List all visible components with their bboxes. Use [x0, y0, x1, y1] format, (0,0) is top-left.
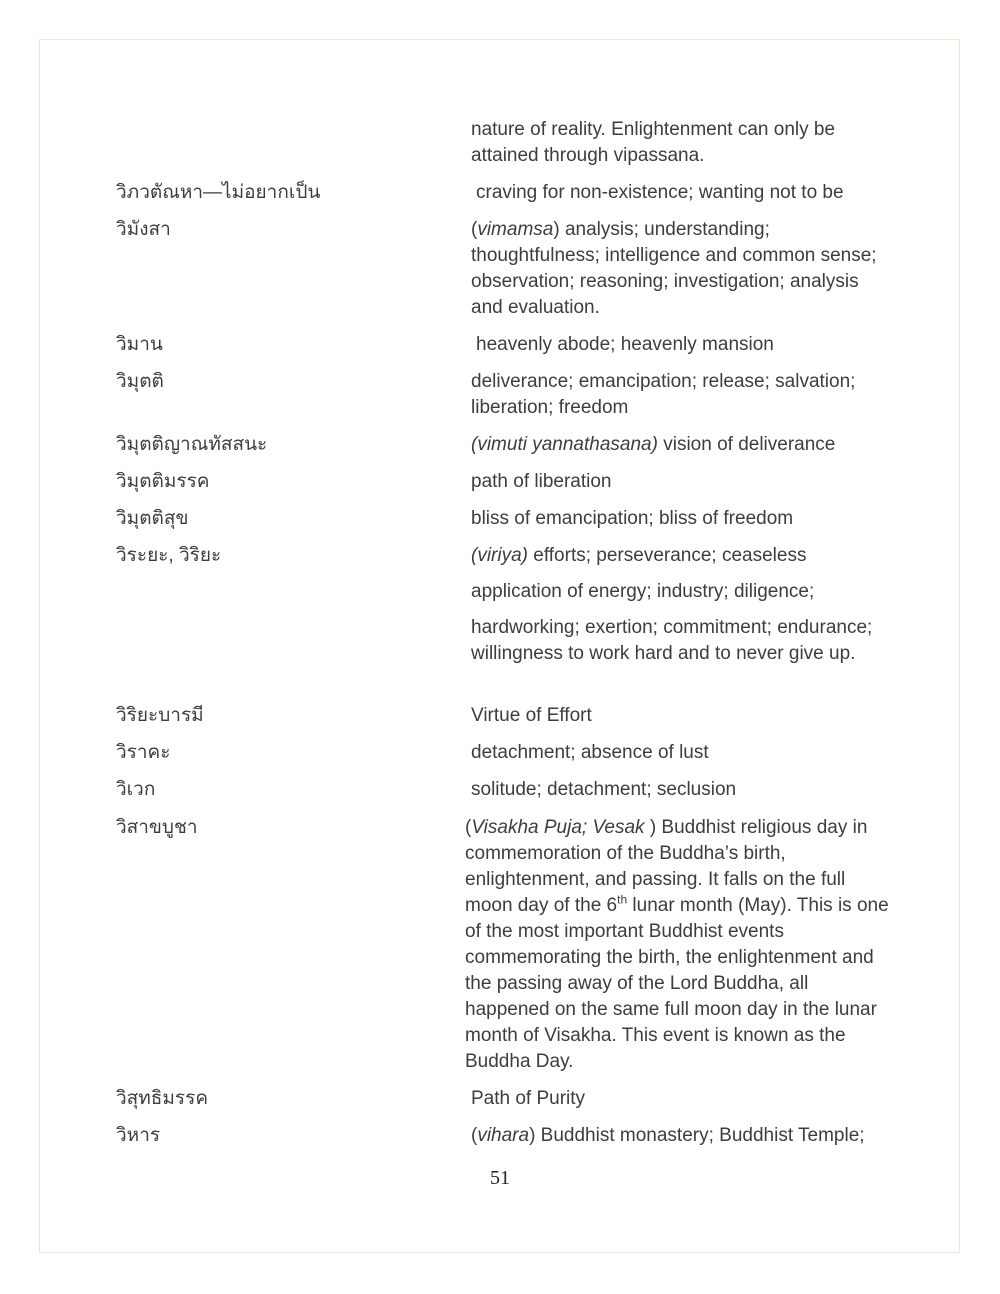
definition-italic: Visakha Puja; Vesak: [471, 817, 645, 838]
definition-viriya: [471, 543, 891, 569]
term-vimamsa: วิมังสา: [116, 219, 171, 240]
definition-visakha-puja: (Visakha Puja; Vesak ) Buddhist religious day in commemoration of the Buddha’s birth, enlightenment, and passing. It falls on the full moon day of the 6th lunar month (May). This is one of the most important Buddhist events commemorating the birth, the enlightenment and the passing away of the Lord Buddha, all happened on the same full moon day in the lunar month of Visakha. This event is known as the Buddha Day.: [465, 817, 889, 1072]
term-vimutti-yannathasana: วิมุตติญาณทัสสนะ: [116, 434, 268, 455]
term-vimutti-sukha: วิมุตติสุข: [116, 508, 189, 529]
term-vibhava-tanha: วิภวตัณหา—ไม่อยากเป็น: [116, 182, 321, 203]
definition-italic: (vimuti yannathasana): [471, 434, 658, 455]
definition-viraga: detachment; absence of lust: [471, 742, 709, 763]
definition-italic: vihara: [477, 1125, 530, 1146]
definition-viveka: solitude; detachment; seclusion: [471, 779, 737, 800]
term-vimutti-magga: วิมุตติมรรค: [116, 471, 210, 492]
definition-text: vision of deliverance: [657, 434, 836, 455]
term-visuddhi-magga: วิสุทธิมรรค: [116, 1088, 209, 1109]
definition-text: ) Buddhist monastery; Buddhist Temple;: [529, 1125, 865, 1146]
definition-text: ) Buddhist religious day in commemoration of the Buddha’s birth, enlightenment, and passing. It falls on the full moon day of the 6: [465, 817, 868, 916]
definition-vimutti-sukha: bliss of emancipation; bliss of freedom: [471, 508, 794, 529]
definition-vimutti-magga: path of liberation: [471, 471, 612, 492]
definition-italic: (viriya): [471, 545, 528, 566]
page-number: 51: [490, 1167, 510, 1189]
term-visakha-puja: วิสาขบูชา: [116, 817, 198, 838]
definition-viriya-cont1: application of energy; industry; diligence;: [471, 581, 815, 602]
term-viveka: วิเวก: [116, 779, 156, 800]
term-viman: วิมาน: [116, 334, 163, 355]
definition-viriya-parami: Virtue of Effort: [471, 705, 592, 726]
term-viraga: วิราคะ: [116, 742, 171, 763]
term-vihara: วิหาร: [116, 1125, 161, 1146]
definition-vimutti: deliverance; emancipation; release; salvation; liberation; freedom: [471, 371, 856, 418]
definition-vibhava-tanha: craving for non-existence; wanting not to be: [476, 182, 844, 203]
continued-definition: nature of reality. Enlightenment can only be attained through vipassana.: [471, 119, 836, 166]
definition-vimamsa: (vimamsa) analysis; understanding; thoughtfulness; intelligence and common sense; observation; reasoning; investigation; analysis and evaluation.: [471, 219, 877, 318]
definition-text-rest: lunar month (May). This is one of the most important Buddhist events commemorating the birth, the enlightenment and the passing away of the Lord Buddha, all happened on the same full moon day in the lunar month of Visakha. This event is known as the Buddha Day.: [465, 895, 889, 1072]
definition-italic: vimamsa: [477, 219, 554, 240]
superscript: th: [617, 892, 628, 907]
definition-text: ) analysis; understanding; thoughtfulness; intelligence and common sense; observation; reasoning; investigation; analysis and evaluation.: [471, 219, 877, 318]
definition-text: efforts; perseverance; ceaseless: [528, 545, 807, 566]
definition-viman: heavenly abode; heavenly mansion: [476, 334, 774, 355]
term-vimutti: วิมุตติ: [116, 371, 164, 392]
definition-vimutti-yannathasana: [471, 432, 891, 458]
term-viriya: วิระยะ, วิริยะ: [116, 545, 222, 566]
definition-viriya-cont2: hardworking; exertion; commitment; endurance; willingness to work hard and to never give up.: [471, 617, 873, 664]
definition-visuddhi-magga: Path of Purity: [471, 1088, 586, 1109]
term-viriya-parami: วิริยะบารมี: [116, 705, 204, 726]
definition-vihara: (vihara) Buddhist monastery; Buddhist Temple;: [471, 1125, 865, 1146]
